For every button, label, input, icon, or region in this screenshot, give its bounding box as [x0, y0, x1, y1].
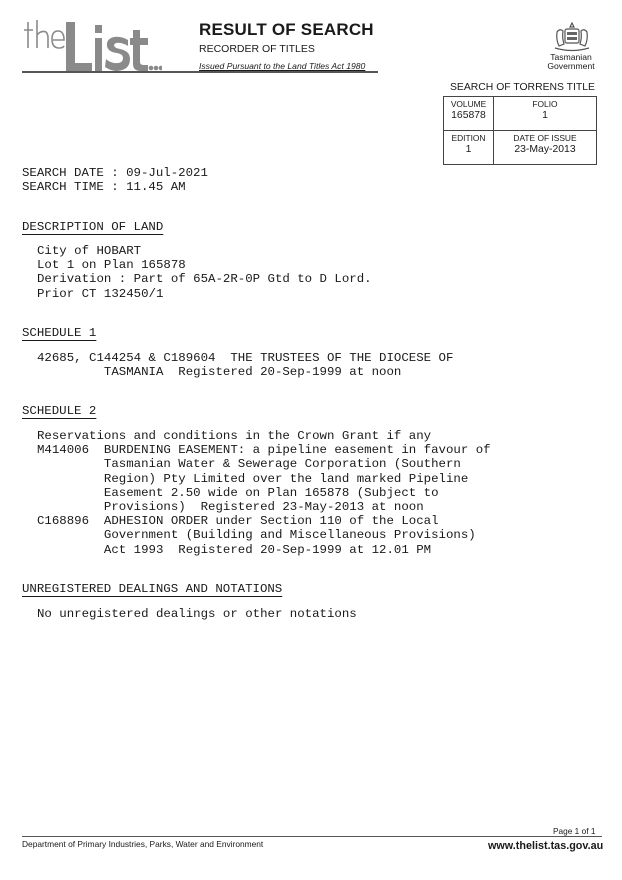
schedule-2-line: Tasmanian Water & Sewerage Corporation (Southern [37, 457, 461, 472]
government-line-1: Tasmanian [550, 52, 592, 62]
edition-value: 1 [465, 144, 472, 155]
description-block [37, 244, 372, 301]
volume-label: VOLUME [450, 99, 487, 109]
schedule-2-line: Reservations and conditions in the Crown Grant if any [37, 429, 432, 443]
government-line-2: Government [547, 61, 595, 71]
folio-label: FOLIO [532, 99, 558, 109]
edition-label: EDITION [451, 133, 486, 143]
header-divider [22, 71, 378, 73]
document-title: RESULT OF SEARCH [199, 20, 374, 39]
the-list-logo [22, 18, 162, 72]
schedule-1-line: 42685, C144254 & C189604 THE TRUSTEES OF THE DIOCESE OF [37, 351, 454, 365]
schedule-2-heading: SCHEDULE 2 [22, 404, 97, 418]
schedule-1-line: TASMANIA Registered 20-Sep-1999 at noon [37, 365, 402, 380]
folio-value: 1 [542, 110, 548, 121]
document-subtitle: RECORDER OF TITLES [199, 43, 315, 55]
description-heading: DESCRIPTION OF LAND [22, 220, 164, 234]
edition-cell [444, 131, 494, 165]
volume-cell [444, 97, 494, 131]
schedule-1-block [37, 351, 453, 379]
volume-value: 165878 [451, 110, 486, 121]
footer-divider [22, 836, 602, 837]
page-number: Page 1 of 1 [553, 826, 596, 836]
unregistered-dealings-heading: UNREGISTERED DEALINGS AND NOTATIONS [22, 582, 283, 596]
issue-date-label: DATE OF ISSUE [513, 133, 577, 143]
schedule-2-line: Government (Building and Miscellaneous Provisions) [37, 528, 476, 543]
schedule-2-line: Easement 2.50 wide on Plan 165878 (Subject to [37, 485, 439, 500]
description-line: Lot 1 on Plan 165878 [37, 258, 186, 273]
issue-date-cell [494, 131, 597, 165]
schedule-2-line: Provisions) Registered 23-May-2013 at noon [37, 500, 424, 515]
website-link[interactable]: www.thelist.tas.gov.au [488, 840, 604, 852]
description-line: Derivation : Part of 65A-2R-0P Gtd to D Lord. [37, 272, 372, 287]
description-line: Prior CT 132450/1 [37, 286, 164, 301]
department-name: Department of Primary Industries, Parks, Water and Environment [22, 839, 264, 849]
schedule-2-block [37, 429, 491, 557]
issue-date-value: 23-May-2013 [514, 144, 576, 155]
unregistered-dealings-text: No unregistered dealings or other notations [37, 607, 357, 621]
schedule-2-line: C168896 ADHESION ORDER under Section 110 of the Local [37, 514, 439, 529]
title-reference-table [443, 96, 597, 165]
search-title-label: SEARCH OF TORRENS TITLE [450, 82, 595, 93]
schedule-2-line: Region) Pty Limited over the land marked Pipeline [37, 471, 469, 486]
search-date: SEARCH DATE : 09-Jul-2021 [22, 166, 208, 180]
issued-under-act: Issued Pursuant to the Land Titles Act 1980 [199, 61, 366, 71]
tasmanian-government-crest-icon [552, 20, 592, 54]
schedule-2-line: Act 1993 Registered 20-Sep-1999 at 12.01 PM [37, 542, 432, 557]
search-time: SEARCH TIME : 11.45 AM [22, 180, 186, 194]
tasmanian-government-label [542, 53, 600, 71]
schedule-2-line: M414006 BURDENING EASEMENT: a pipeline easement in favour of [37, 443, 491, 458]
folio-cell [494, 97, 597, 131]
schedule-1-heading: SCHEDULE 1 [22, 326, 97, 340]
description-line: City of HOBART [37, 244, 142, 258]
